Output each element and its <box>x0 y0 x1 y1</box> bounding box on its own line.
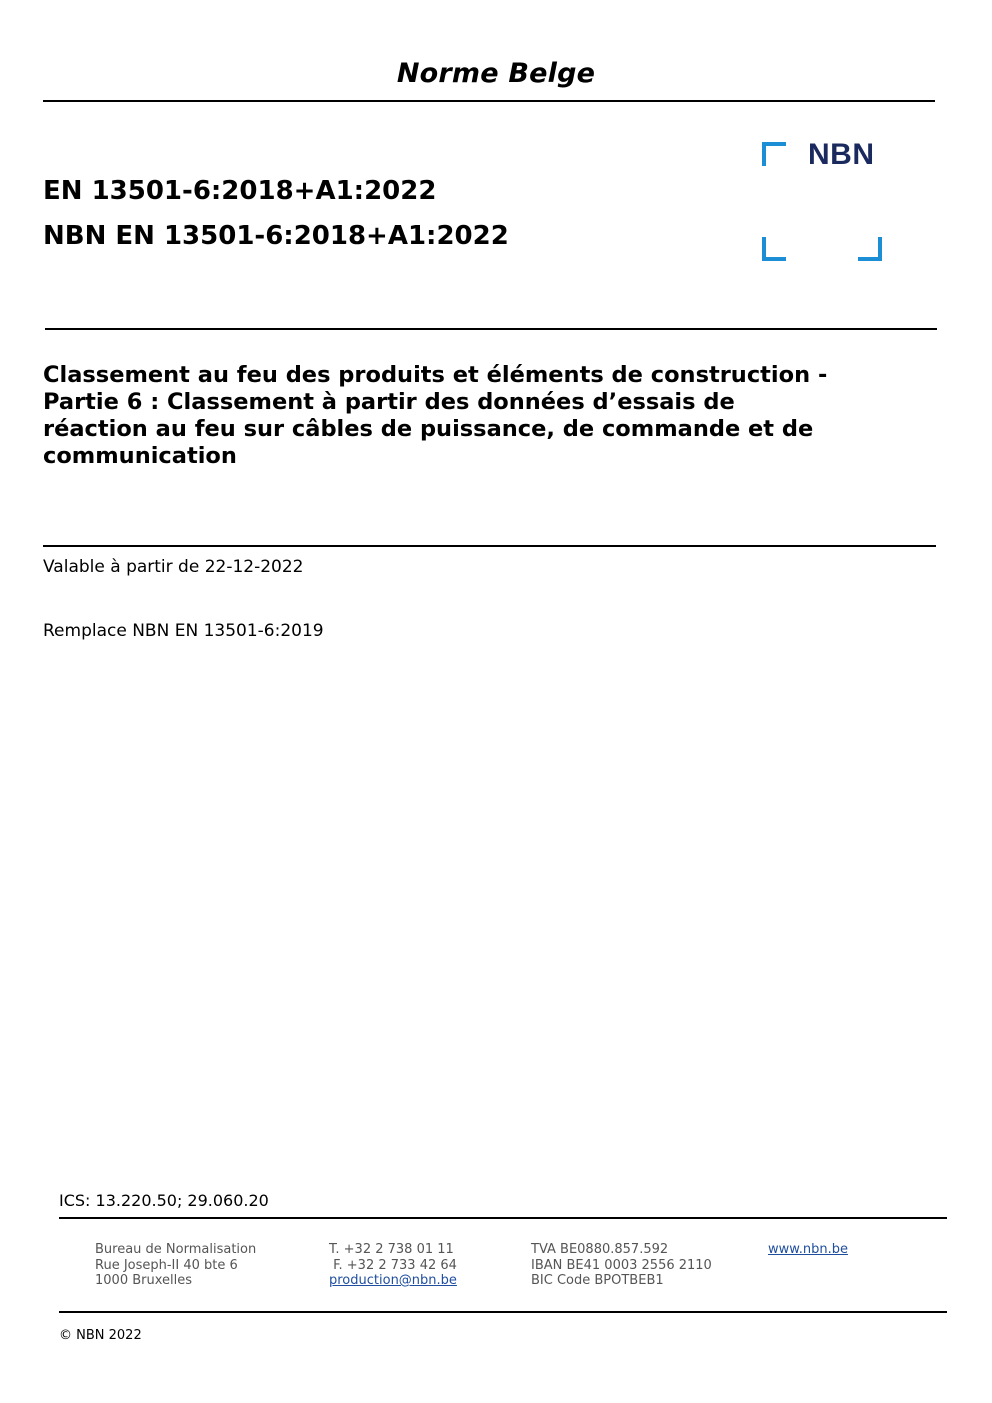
footer-website <box>768 1242 848 1258</box>
en-standard-number: EN 13501-6:2018+A1:2022 <box>43 176 437 206</box>
document-title <box>43 362 923 470</box>
ics-codes: ICS: 13.220.50; 29.060.20 <box>59 1191 269 1210</box>
footer-bank-info <box>531 1242 712 1289</box>
title-top-divider <box>45 328 937 330</box>
email-link[interactable]: production@nbn.be <box>329 1273 457 1288</box>
footer-contact <box>329 1242 457 1289</box>
document-title-line: réaction au feu sur câbles de puissance, de commande et de <box>43 416 814 442</box>
website-link[interactable]: www.nbn.be <box>768 1242 848 1257</box>
valid-from-text: Valable à partir de 22-12-2022 <box>43 557 304 577</box>
document-title-line: Partie 6 : Classement à partir des données d’essais de <box>43 389 735 415</box>
header-divider <box>43 100 935 102</box>
title-bottom-divider <box>43 545 936 547</box>
replaces-text: Remplace NBN EN 13501-6:2019 <box>43 621 324 641</box>
logo-text: NBN <box>808 138 875 171</box>
copyright-notice: © NBN 2022 <box>59 1328 142 1343</box>
address-line: 1000 Bruxelles <box>95 1273 193 1288</box>
address-line: Rue Joseph-II 40 bte 6 <box>95 1257 238 1273</box>
fax-number: F. +32 2 733 42 64 <box>329 1257 457 1273</box>
logo-corner-bottom-right <box>858 237 882 261</box>
footer-top-divider <box>59 1217 947 1219</box>
logo-corner-top-left <box>762 142 786 166</box>
nbn-logo <box>762 140 886 264</box>
footer-bottom-divider <box>59 1311 947 1313</box>
vat-number: TVA BE0880.857.592 <box>531 1242 669 1257</box>
document-header-title: Norme Belge <box>396 58 596 89</box>
address-line: Bureau de Normalisation <box>95 1242 257 1257</box>
nbn-standard-number: NBN EN 13501-6:2018+A1:2022 <box>43 221 509 251</box>
bic-code: BIC Code BPOTBEB1 <box>531 1273 664 1288</box>
phone-number: T. +32 2 738 01 11 <box>329 1242 454 1257</box>
logo-corner-bottom-left <box>762 237 786 261</box>
footer-address <box>95 1242 256 1289</box>
document-title-line: communication <box>43 443 237 469</box>
document-title-line: Classement au feu des produits et éléments de construction - <box>43 362 828 388</box>
iban-number: IBAN BE41 0003 2556 2110 <box>531 1257 712 1273</box>
